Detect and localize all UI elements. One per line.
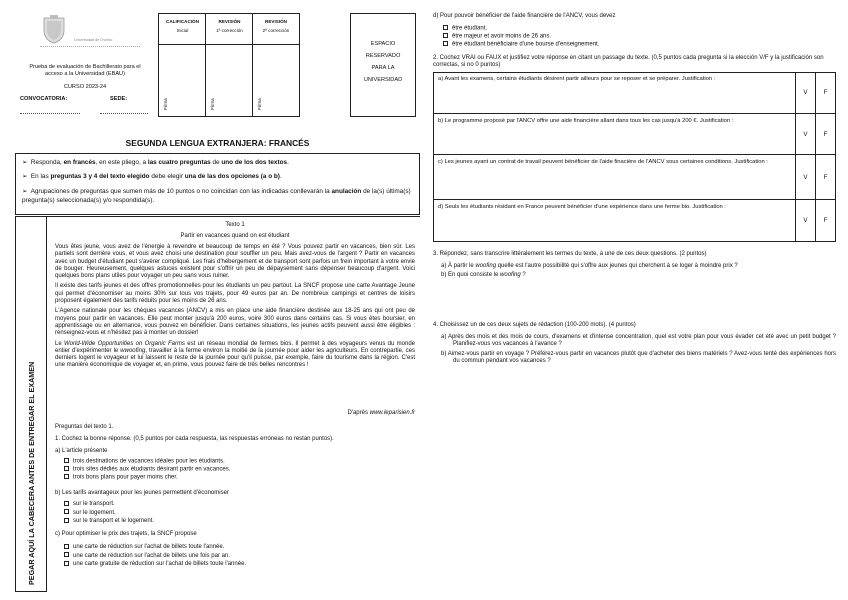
instruction-1-f: uno de los dos textos xyxy=(221,159,288,166)
q1-a-options xyxy=(64,458,230,482)
reserved-line-3: PARA LA xyxy=(371,65,395,71)
grade-col-1-title: CALIFICACIÓN xyxy=(166,19,199,24)
option-text: trois bons plans pour payer moins cher. xyxy=(73,474,178,481)
grade-col-3-title: REVISIÓN xyxy=(265,19,287,24)
source-prefix: D'après xyxy=(347,410,370,416)
firma-label-3: Firma xyxy=(257,98,262,110)
text-paragraph-2: Il existe des tarifs jeunes et des offres promotionnelles pour les étudiants un peu partout. La SNCF propose une carte Avantage Jeune qui permet d'économiser au moins 30% sur tous vos trajets, pour 49 euros par an. De nombreux campings et centres de loisirs proposent également des tarifs réduits pour les moins de 26 ans. xyxy=(55,283,415,305)
p4-d: , travailler à la ferme environ la moitié de la journée pour aider les agriculteurs. En contrepartie, ces derniers logent le voyageur et lui laissent le reste de la journée pour qu'il puisse, par exemple, faire du tourisme dans la région. C'est une manière économique de voyager et, en prime, vous pouvez faire de très belles rencontres ! xyxy=(55,347,415,369)
q1-d-option-3[interactable] xyxy=(443,41,599,49)
q1-a-option-3[interactable] xyxy=(64,474,230,482)
option-text: une carte de réduction sur l'achat de billets toute l'année. xyxy=(73,544,225,550)
q3-b-it: woofing xyxy=(500,272,521,278)
sede-field[interactable] xyxy=(100,113,148,114)
option-text: sur le transport et le logement. xyxy=(73,518,155,525)
q1-b-options xyxy=(64,500,154,526)
q3-a-2: quelle est l'autre possibilité qui s'offre aux jeunes qui cherchent à se loger à moindre prix ? xyxy=(496,263,738,269)
instruction-2 xyxy=(22,173,412,181)
q2-row-a-false[interactable]: F xyxy=(815,72,835,113)
q1-heading: Preguntas del texto 1. xyxy=(55,424,114,430)
q1-a-option-2[interactable] xyxy=(64,466,230,474)
checkbox[interactable] xyxy=(64,474,69,479)
instruction-1-g: . xyxy=(287,159,289,166)
q1-a-option-1[interactable] xyxy=(64,458,230,466)
p4-c: wwoofing xyxy=(120,347,146,354)
text-title: Partir en vacances quand on est étudiant xyxy=(180,233,290,239)
source-link: www.leparisien.fr xyxy=(369,410,415,416)
checkbox[interactable] xyxy=(443,25,448,30)
q2-row-b-true[interactable]: V xyxy=(795,114,815,154)
checkbox[interactable] xyxy=(64,518,69,523)
q3-option-a xyxy=(441,263,836,270)
q2-row-a-text: a) Avant les examens, certains étudiants désirent partir ailleurs pour se reposer et se préparer. Justification : xyxy=(438,76,716,82)
q1-b-label: b) Les tarifs avantageux pour les jeunes permettent d'économiser xyxy=(55,490,229,496)
q2-row-c-true[interactable]: V xyxy=(795,155,815,199)
instruction-3-a: Agrupaciones de preguntas que sumen más de 10 puntos o no coincidan con las indicadas conllevarán la xyxy=(30,188,332,195)
checkbox[interactable] xyxy=(64,544,69,549)
convocatoria-label: CONVOCATORIA: xyxy=(20,96,68,102)
q4-option-a: a) Après des mois et des mois de cours, d'examens et d'intense concentration, quel est votre plan pour vous évader cet été avec un petit budget ? Planifiez-vous vos vacances à l'avance ? xyxy=(441,334,836,348)
grade-grid xyxy=(158,13,300,117)
q3-b-1: b) En quoi consiste le xyxy=(441,272,501,278)
instruction-2-c: debe elegir xyxy=(149,173,185,180)
q3-intro: 3. Répondez, sans transcrire littéralement les termes du texte, à une de ces deux questions. (2 puntos) xyxy=(433,251,707,257)
q2-row-d-true[interactable]: V xyxy=(795,200,815,241)
grade-col-1 xyxy=(159,14,206,116)
instruction-1 xyxy=(22,159,412,167)
reserved-line-2: RESERVADO xyxy=(365,53,401,59)
q1-c-option-1[interactable] xyxy=(64,543,246,552)
side-strip-label: PEGAR AQUÍ LA CABECERA ANTES DE ENTREGAR EL EXAMEN xyxy=(27,361,36,585)
text-paragraph-4 xyxy=(55,341,415,370)
checkbox[interactable] xyxy=(64,466,69,471)
header-paste-strip xyxy=(15,216,47,592)
q2-row-a xyxy=(433,72,836,114)
option-text: une carte de réduction sur l'achat de billets une fois par an. xyxy=(73,552,230,559)
text-top-rule xyxy=(47,216,420,217)
reserved-line-4: UNIVERSIDAD xyxy=(363,77,403,83)
option-text: trois destinations de vacances idéales pour les étudiants. xyxy=(73,458,225,465)
q2-row-d xyxy=(433,200,836,242)
grade-col-3 xyxy=(253,14,299,116)
sede-label: SEDE: xyxy=(110,96,128,102)
option-text: sur le transport. xyxy=(73,501,115,507)
checkbox[interactable] xyxy=(64,458,69,463)
subject-title: SEGUNDA LENGUA EXTRANJERA: FRANCÉS xyxy=(125,138,310,148)
option-text: sur le logement. xyxy=(73,509,116,516)
q2-row-a-true[interactable]: V xyxy=(795,72,815,113)
grade-col-1-sub: Inicial xyxy=(176,28,189,33)
q4-option-b: b) Aimez-vous partir en voyage ? Préférez-vous partir en vacances plutôt que d'acheter des biens matériels ? Avez-vous tenté des expériences hors du commun pendant vos vacances ? xyxy=(441,351,836,365)
university-logo xyxy=(38,14,70,44)
text-paragraph-1: Vous êtes jeune, vous avez de l'énergie à revendre et beaucoup de temps en été ? Vous pouvez partir en vacances, bien sûr. Les partiels sont derrière vous, et vous avez choisi une destination pour souffler un peu. Mais avez-vous de l'argent ? Partir en vacances avec un budget d'étudiant peut s'avérer compliqué. Les frais d'hébergement et de transport sont parfois un frein important à votre envie de bouger. Heureusement, quelques astuces existent pour s'offrir un peu de dépaysement sans dépenser beaucoup d'argent. Voici quelques bons plans utiles pour voyager un peu sans vous ruiner. xyxy=(55,244,415,280)
q1-b-option-3[interactable] xyxy=(64,517,154,526)
q1-d-label: d) Pour pouvoir bénéficier de l'aide financière de l'ANCV, vous devez xyxy=(433,13,616,19)
instruction-1-b: en francés xyxy=(63,159,96,166)
q1-d-option-2[interactable] xyxy=(443,33,599,41)
q2-row-b-text: b) Le programme proposé par l'ANCV offre une aide financière allant dans tous les cas jusqu'à 200 €. Justification : xyxy=(438,118,734,124)
q1-c-option-2[interactable] xyxy=(64,552,246,561)
q2-row-b xyxy=(433,114,836,155)
checkbox[interactable] xyxy=(443,33,448,38)
option-text: une carte gratuite de réduction sur l'achat de billets toute l'année. xyxy=(73,561,247,568)
checkbox[interactable] xyxy=(64,561,69,566)
q1-c-option-3[interactable] xyxy=(64,560,246,569)
p4-it: World-Wide Opportunities on Organic Farms xyxy=(64,340,185,347)
instruction-2-e: . xyxy=(279,173,282,180)
arrow-icon: ➢ xyxy=(22,173,28,180)
instruction-1-c: , en este pliego, a xyxy=(95,159,148,166)
reserved-box xyxy=(350,13,416,117)
arrow-icon: ➢ xyxy=(22,159,28,166)
option-text: être étudiant. xyxy=(452,25,488,32)
convocatoria-field[interactable] xyxy=(20,113,80,114)
q3-a-1: a) À partir le xyxy=(441,263,476,269)
checkbox[interactable] xyxy=(64,509,69,514)
q2-row-b-false[interactable]: F xyxy=(815,114,835,154)
text-label: Texto 1 xyxy=(225,222,245,228)
instruction-3-c: de la(s) última(s) pregunta(s) seleccionada(s) y/o respondida(s). xyxy=(22,188,411,204)
q2-row-c xyxy=(433,155,836,200)
logo-divider xyxy=(40,46,140,47)
q2-row-d-false[interactable]: F xyxy=(815,200,835,241)
q2-intro: 2. Cochez VRAI ou FAUX et justifiez votre réponse en citant un passage du texte. (0,5 puntos cada pregunta si la elección V/F y la justificación son correctas, si no 0 puntos) xyxy=(433,55,824,69)
q2-row-c-false[interactable]: F xyxy=(815,155,835,199)
exam-title: Prueba de evaluación de Bachillerato para el acceso a la Universidad (EBAU) xyxy=(29,64,141,77)
instruction-1-e: de xyxy=(210,159,222,166)
checkbox[interactable] xyxy=(64,501,69,506)
firma-label-1: Firma xyxy=(163,98,168,110)
grade-col-3-sub: 2ª corrección xyxy=(262,28,290,33)
text-body xyxy=(55,244,415,373)
checkbox[interactable] xyxy=(443,41,448,46)
q3-option-b xyxy=(441,272,836,279)
text-source xyxy=(200,410,415,417)
q1-d-option-1[interactable] xyxy=(443,25,599,33)
grade-col-2-sub: 1ª corrección xyxy=(216,28,243,33)
arrow-icon: ➢ xyxy=(22,188,28,195)
q2-row-c-text: c) Les jeunes ayant un contrat de travail peuvent bénéficier de l'aide finacière de l'ANCV sous certaines conditions. Justification : xyxy=(438,159,768,165)
instructions-box xyxy=(15,153,420,215)
option-text: être étudiant bénéficiaire d'une bourse d'enseignement. xyxy=(452,41,600,48)
reserved-line-1: ESPACIO xyxy=(370,41,396,47)
university-name: Universidad de Oviedo xyxy=(74,38,113,42)
checkbox[interactable] xyxy=(64,552,69,557)
instruction-2-b: preguntas 3 y 4 del texto elegido xyxy=(50,173,150,180)
firma-label-2: Firma xyxy=(210,98,215,110)
instruction-2-a: En las xyxy=(30,173,51,180)
p4-b: est un réseau mondial de fermes bios. Il permet à des voyageurs venus du monde entier d'expérimenter le xyxy=(55,340,416,354)
q1-c-options xyxy=(64,543,246,569)
q2-row-d-text: d) Seuls les étudiants résidant en France peuvent bénéficier d'une expérience dans une ferme bio. Justification : xyxy=(438,204,726,210)
instruction-3 xyxy=(22,187,412,205)
text-paragraph-3: L'Agence nationale pour les chèques vacances (ANCV) a mis en place une aide financière destinée aux 18-25 ans qui ont peu de moyens pour partir en vacances. Elle peut monter jusqu'à 200 euros, voire 300 euros dans certains cas. Si vous êtes boursier, en apprentissage ou en alternance, vous pouvez en bénéficier. Dans certaines situations, les jeunes actifs peuvent aussi être éligibles : renseignez-vous et n'hésitez pas à monter un dossier! xyxy=(55,308,415,337)
grade-col-2-title: REVISIÓN xyxy=(218,19,241,24)
q3-a-it: woofing xyxy=(475,263,497,269)
q1-b-option-2[interactable] xyxy=(64,509,154,518)
q1-intro: 1. Cochez la bonne réponse. (0,5 puntos por cada respuesta, las respuestas erróneas no restan puntos). xyxy=(55,436,334,442)
option-text: trois sites dédiés aux étudiants désirant partir en vacances. xyxy=(73,466,231,473)
p4-a: Le xyxy=(55,340,65,347)
q1-b-option-1[interactable] xyxy=(64,500,154,509)
q4-intro: 4. Choisissez un de ces deux sujets de rédaction (100-200 mots). (4 puntos) xyxy=(433,322,636,328)
instruction-2-d: una de las dos opciones (a o b) xyxy=(184,173,280,180)
q3-b-2: ? xyxy=(520,272,526,278)
grade-col-2 xyxy=(206,14,253,116)
q1-a-label: a) L'article présente xyxy=(55,448,108,454)
instruction-1-d: las cuatro preguntas xyxy=(147,159,211,166)
instruction-1-a: Responda, xyxy=(30,159,64,166)
q1-d-options xyxy=(443,25,599,49)
course-label: CURSO 2023-24 xyxy=(63,84,107,90)
q1-c-label: c) Pour optimiser le prix des trajets, la SNCF propose xyxy=(55,531,197,537)
option-text: être majeur et avoir moins de 26 ans. xyxy=(452,33,552,40)
instruction-3-b: anulación xyxy=(331,188,362,195)
